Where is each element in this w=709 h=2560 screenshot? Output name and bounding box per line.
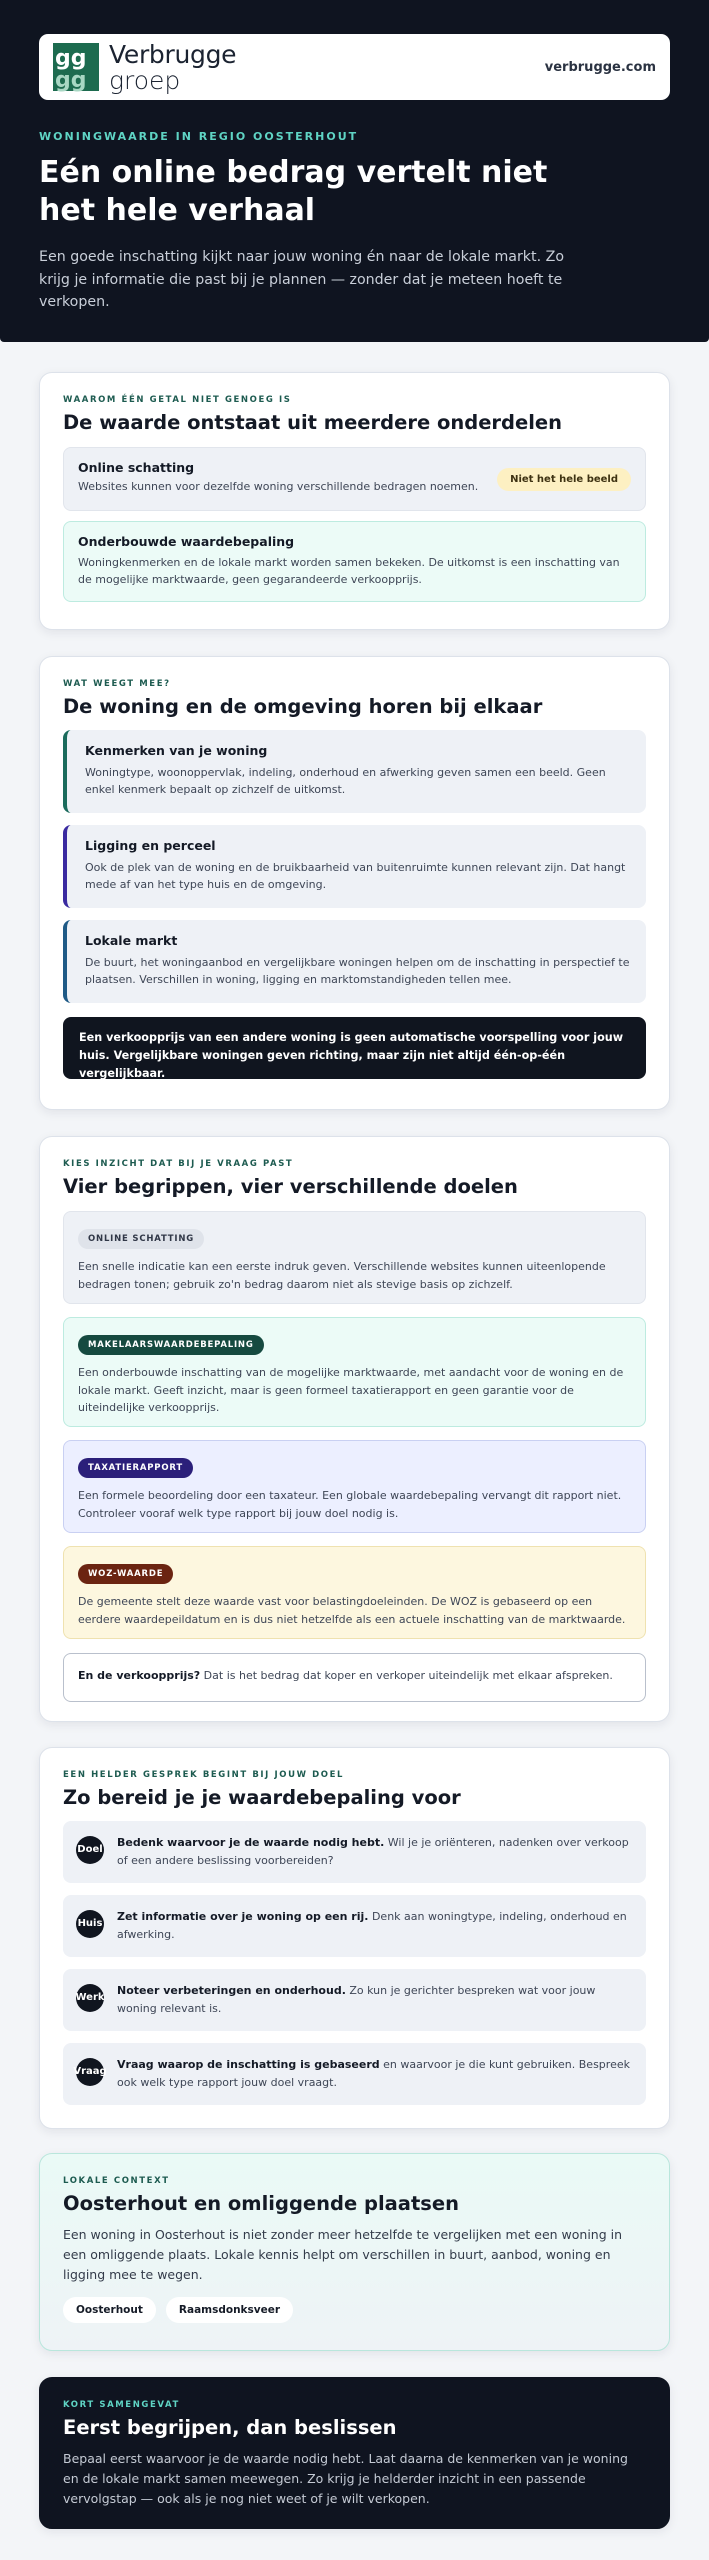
concept-online-estimate	[63, 1211, 646, 1304]
section-title: Eerst begrijpen, dan beslissen	[63, 2416, 397, 2439]
concept-text: Een onderbouwde inschatting van de mogelijke marktwaarde, met aandacht voor de woning en de lokale markt. Geeft inzicht, maar is geen formeel taxatierapport en geen garantie voor de uiteindelijke verkoopprijs.	[78, 1366, 624, 1414]
step-item	[63, 2043, 646, 2105]
local-context-text: Een woning in Oosterhout is niet zonder meer hetzelfde te vergelijken met een woning in een omliggende plaats. Lokale kennis helpt om verschillen in buurt, aanbod, woning en ligging mee te wegen.	[63, 2227, 623, 2282]
sale-price-text: Dat is het bedrag dat koper en verkoper uiteindelijk met elkaar afspreken.	[200, 1669, 613, 1682]
why-one-number-card	[39, 372, 670, 630]
step-text: en waarvoor je die kunt gebruiken. Bespreek ook welk type rapport jouw doel vraagt.	[117, 2058, 630, 2089]
brand-subname: groep	[109, 65, 181, 95]
domain-link[interactable]: verbrugge.com	[544, 59, 656, 75]
section-title: De waarde ontstaat uit meerdere onderdelen	[63, 411, 563, 434]
step-text: Denk aan woningtype, indeling, onderhoud en afwerking.	[117, 1910, 627, 1941]
hero-title: Eén online bedrag vertelt niet het hele verhaal	[39, 155, 548, 228]
verbrugge-logo-icon	[53, 43, 99, 91]
substantiated-valuation-title: Onderbouwde waardebepaling	[78, 534, 295, 549]
hero	[0, 0, 709, 342]
section-kicker: WAT WEEGT MEE?	[63, 679, 171, 689]
step-text: Zo kun je gerichter bespreken wat voor jouw woning relevant is.	[117, 1984, 596, 2015]
online-estimate-row	[63, 447, 646, 511]
summary-card	[39, 2377, 670, 2529]
factor-text: De buurt, het woningaanbod en vergelijkbare woningen helpen om de inschatting in perspectief te plaatsen. Verschillen in woning, ligging en marktomstandigheden tellen mee.	[85, 956, 630, 986]
comparison-note: Een verkoopprijs van een andere woning is geen automatische voorspelling voor jouw huis. Vergelijkbare woningen geven richting, maar zijn niet altijd één-op-één vergelijkbaar.	[63, 1017, 646, 1079]
step-marker: Vraag	[76, 2058, 104, 2086]
section-kicker: EEN HELDER GESPREK BEGINT BIJ JOUW DOEL	[63, 1770, 345, 1780]
summary-text: Bepaal eerst waarvoor je de waarde nodig hebt. Laat daarna de kenmerken van je woning en de lokale markt samen meewegen. Zo krijg je helderder inzicht in een passende vervolgstap — ook als je nog niet weet of je wilt verkopen.	[63, 2451, 628, 2506]
factor-location	[63, 825, 646, 908]
concept-broker-valuation	[63, 1317, 646, 1427]
step-marker: Huis	[76, 1910, 104, 1938]
concept-badge: MAKELAARSWAARDEBEPALING	[78, 1335, 264, 1355]
step-title: Noteer verbeteringen en onderhoud.	[117, 1984, 346, 1997]
hero-kicker: WONINGWAARDE IN REGIO OOSTERHOUT	[39, 130, 359, 143]
section-title: Oosterhout en omliggende plaatsen	[63, 2192, 459, 2215]
brand-wordmark	[109, 39, 237, 95]
factor-text: Woningtype, woonoppervlak, indeling, onderhoud en afwerking geven samen een beeld. Geen enkel kenmerk bepaalt op zichzelf de uitkomst.	[85, 766, 606, 796]
factor-home-features	[63, 730, 646, 813]
svg-text:gg: gg	[55, 46, 87, 71]
local-context-card	[39, 2153, 670, 2351]
section-kicker: KORT SAMENGEVAT	[63, 2400, 180, 2410]
concept-text: Een formele beoordeling door een taxateur. Een globale waardebepaling vervangt dit rapport niet. Controleer vooraf welk type rapport bij jouw doel nodig is.	[78, 1489, 622, 1520]
concept-badge: TAXATIERAPPORT	[78, 1458, 193, 1478]
site-header	[39, 34, 670, 100]
concept-text: Een snelle indicatie kan een eerste indruk geven. Verschillende websites kunnen uiteenlopende bedragen tonen; gebruik zo'n bedrag daarom niet als stevige basis op zichzelf.	[78, 1260, 606, 1291]
online-estimate-title: Online schatting	[78, 460, 195, 475]
step-item	[63, 1969, 646, 2031]
step-text: Wil je je oriënteren, nadenken over verkoop of een andere beslissing voorbereiden?	[117, 1836, 629, 1867]
concept-text: De gemeente stelt deze waarde vast voor belastingdoeleinden. De WOZ is gebaseerd op een eerdere waardepeildatum en is dus niet hetzelfde als een actuele inschatting van de marktwaarde.	[78, 1595, 626, 1626]
concept-appraisal-report	[63, 1440, 646, 1533]
concept-badge: WOZ-WAARDE	[78, 1564, 173, 1584]
section-title: De woning en de omgeving horen bij elkaar	[63, 695, 543, 718]
step-item	[63, 1821, 646, 1883]
brand-logo[interactable]	[53, 39, 237, 95]
svg-text:gg: gg	[55, 68, 87, 93]
step-marker: Doel	[76, 1836, 104, 1864]
section-title: Zo bereid je je waardebepaling voor	[63, 1786, 461, 1809]
concept-badge: ONLINE SCHATTING	[78, 1229, 204, 1249]
substantiated-valuation-row	[63, 521, 646, 602]
section-title: Vier begrippen, vier verschillende doelen	[63, 1175, 518, 1198]
step-title: Vraag waarop de inschatting is gebaseerd	[117, 2058, 380, 2071]
not-full-picture-badge: Niet het hele beeld	[497, 468, 631, 491]
place-chip-oosterhout: Oosterhout	[63, 2297, 156, 2323]
section-kicker: KIES INZICHT DAT BIJ JE VRAAG PAST	[63, 1159, 294, 1169]
sale-price-label: En de verkoopprijs?	[78, 1669, 201, 1682]
factors-card	[39, 656, 670, 1110]
concept-woz-value	[63, 1546, 646, 1639]
step-title: Bedenk waarvoor je de waarde nodig hebt.	[117, 1836, 385, 1849]
factor-local-market	[63, 920, 646, 1003]
step-title: Zet informatie over je woning op een rij.	[117, 1910, 369, 1923]
factor-title: Lokale markt	[85, 933, 178, 948]
section-kicker: WAAROM ÉÉN GETAL NIET GENOEG IS	[63, 395, 292, 405]
hero-lead: Een goede inschatting kijkt naar jouw woning én naar de lokale markt. Zo krijg je informatie die past bij je plannen — zonder dat je meteen hoeft te verkopen.	[39, 249, 565, 310]
preparation-card	[39, 1747, 670, 2129]
sale-price-note	[63, 1653, 646, 1702]
place-chip-raamsdonksveer: Raamsdonksveer	[166, 2297, 293, 2323]
step-item	[63, 1895, 646, 1957]
factor-title: Ligging en perceel	[85, 838, 216, 853]
substantiated-valuation-text: Woningkenmerken en de lokale markt worden samen bekeken. De uitkomst is een inschatting van de mogelijke marktwaarde, geen gegarandeerde verkoopprijs.	[78, 556, 620, 586]
concepts-card	[39, 1136, 670, 1722]
brand-name: Verbrugge	[109, 39, 237, 69]
factor-title: Kenmerken van je woning	[85, 743, 268, 758]
factor-text: Ook de plek van de woning en de bruikbaarheid van buitenruimte kunnen relevant zijn. Dat hangt mede af van het type huis en de omgeving.	[85, 861, 626, 891]
place-chips	[63, 2297, 646, 2323]
step-marker: Werk	[76, 1984, 104, 2012]
online-estimate-text: Websites kunnen voor dezelfde woning verschillende bedragen noemen.	[78, 480, 479, 493]
section-kicker: LOKALE CONTEXT	[63, 2176, 170, 2186]
